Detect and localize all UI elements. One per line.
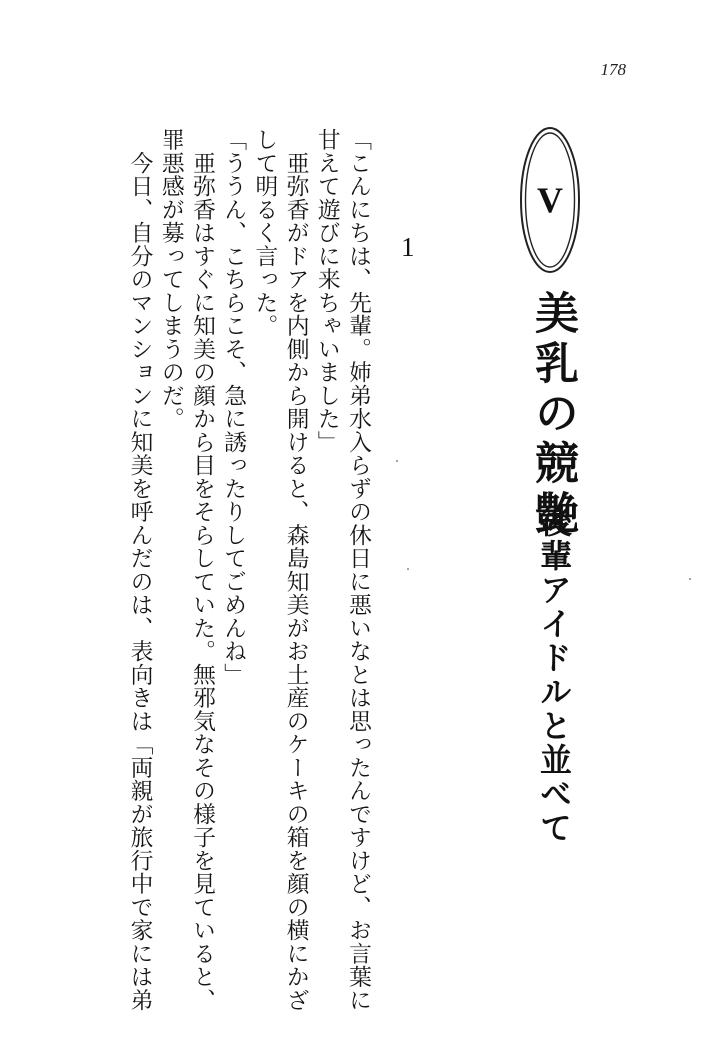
- section-number: 1: [401, 232, 415, 262]
- scan-speck: [407, 568, 409, 570]
- scan-speck: [396, 460, 398, 462]
- paragraph-line: 亜弥香はすぐに知美の顔から目をそらしていた。無邪気なその様子を見ていると、: [188, 128, 215, 1012]
- chapter-title: 美乳の競艶: [527, 290, 578, 540]
- paragraph-line: 甘えて遊びに来ちゃいました」: [313, 128, 340, 454]
- paragraph-line: 「こんにちは、先輩。姉弟水入らずの休日に悪いなとは思ったんですけど、お言葉に: [345, 128, 371, 1012]
- paragraph-line: 罪悪感が募ってしまうのだ。: [157, 128, 184, 431]
- paragraph-line: 今日、自分のマンションに知美を呼んだのは、表向きは「両親が旅行中で家には弟: [126, 128, 153, 1012]
- page-number: 178: [600, 60, 626, 79]
- paragraph-line: 「ううん、こちらこそ、急に誘ったりしてごめんね」: [220, 128, 247, 686]
- chapter-subtitle: 後輩アイドルと並べて: [535, 505, 573, 845]
- paragraph-line: 亜弥香がドアを内側から開けると、森島知美がお土産のケーキの箱を顔の横にかざ: [282, 128, 309, 1012]
- chapter-number-badge: [519, 125, 581, 275]
- scan-speck: [689, 578, 691, 580]
- paragraph-line: して明るく言った。: [251, 128, 278, 338]
- chapter-numeral: V: [537, 180, 563, 220]
- body-text: [123, 128, 373, 1012]
